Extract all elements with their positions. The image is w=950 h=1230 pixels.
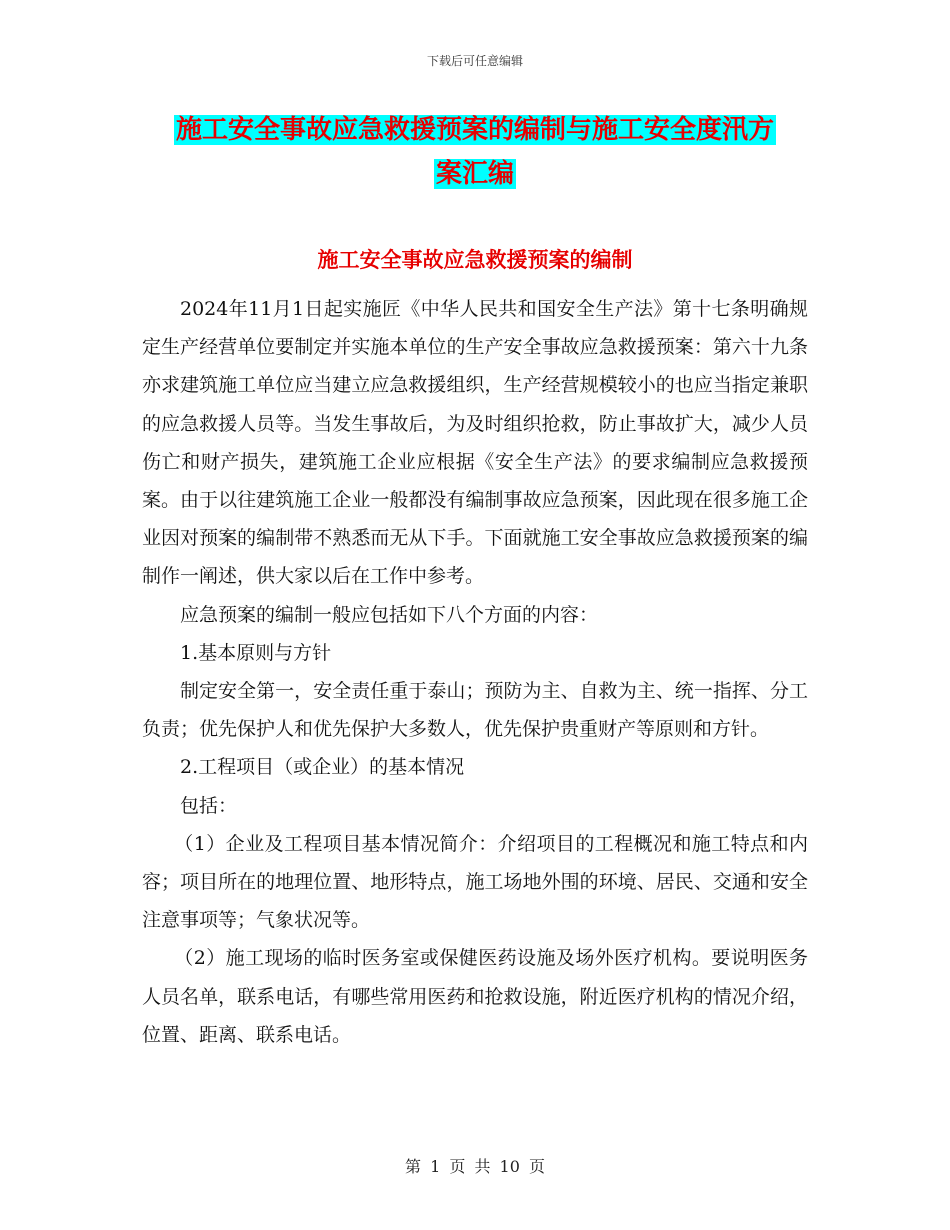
paragraph: （1）企业及工程项目基本情况简介：介绍项目的工程概况和施工特点和内容；项目所在的地理位置、地形特点，施工场地外围的环境、居民、交通和安全注意事项等；气象状况等。 bbox=[142, 832, 808, 932]
title-highlight: 施工安全事故应急救援预案的编制与施工安全度汛方 bbox=[175, 115, 774, 145]
page-footer: 第 1 页 共 10 页 bbox=[405, 1157, 545, 1176]
paragraph: 2024年11月1日起实施匠《中华人民共和国安全生产法》第十七条明确规定生产经营单位要制定并实施本单位的生产安全事故应急救援预案：第六十九条亦求建筑施工单位应当建立应急救援组织，生产经营规模较小的也应当指定兼职的应急救援人员等。当发生事故后，为及时组织抢救，防止事故扩大，减少人员伤亡和财产损失，建筑施工企业应根据《安全生产法》的要求编制应急救援预案。由于以往建筑施工企业一般都没有编制事故应急预案，因此现在很多施工企业因对预案的编制带不熟悉而无从下手。下面就施工安全事故应急救援预案的编制作一阐述，供大家以后在工作中参考。 bbox=[142, 298, 808, 588]
document-title-line-2 bbox=[150, 152, 800, 196]
paragraph: 1.基本原则与方针 bbox=[180, 641, 332, 664]
body-text bbox=[142, 290, 808, 1054]
section-title: 施工安全事故应急救援预案的编制 bbox=[317, 247, 633, 272]
title-highlight: 案汇编 bbox=[435, 159, 514, 189]
header-note: 下载后可任意编辑 bbox=[426, 54, 523, 68]
paragraph: 包括： bbox=[180, 794, 238, 817]
paragraph: 2.工程项目（或企业）的基本情况 bbox=[180, 756, 465, 779]
document-title-line-1 bbox=[150, 108, 800, 152]
paragraph: （2）施工现场的临时医务室或保健医药设施及场外医疗机构。要说明医务人员名单，联系电话，有哪些常用医药和抢救设施，附近医疗机构的情况介绍，位置、距离、联系电话。 bbox=[142, 947, 808, 1046]
paragraph: 制定安全第一，安全责任重于泰山；预防为主、自救为主、统一指挥、分工负责；优先保护人和优先保护大多数人，优先保护贵重财产等原则和方针。 bbox=[142, 680, 808, 741]
paragraph: 应急预案的编制一般应包括如下八个方面的内容： bbox=[180, 603, 599, 626]
